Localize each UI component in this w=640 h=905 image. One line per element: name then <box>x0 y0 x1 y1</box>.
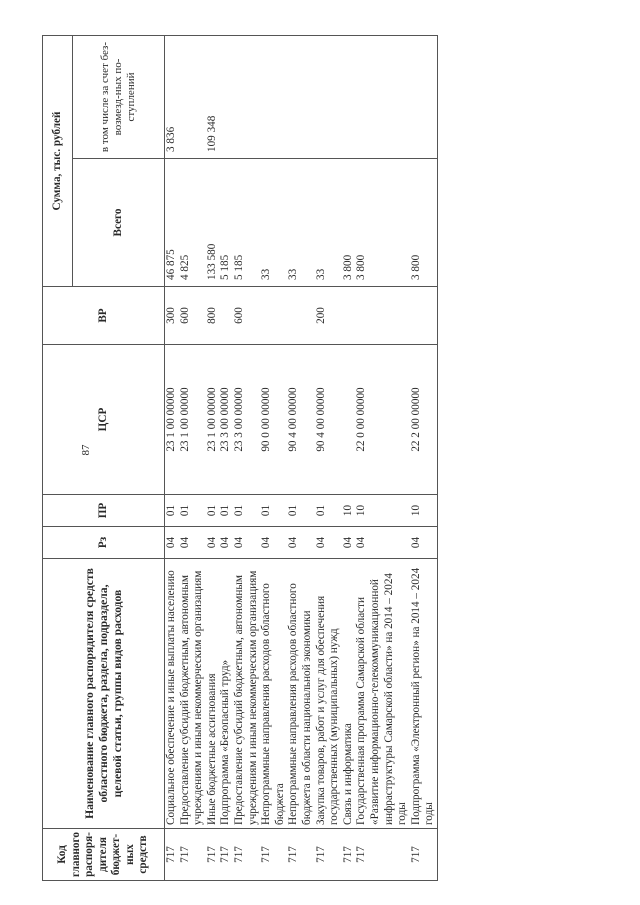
header-rz: Рз <box>43 527 165 559</box>
row-code: 717 <box>206 829 220 881</box>
row-csr: 23 3 00 00000 <box>233 345 260 495</box>
row-vr <box>342 287 356 345</box>
row-csr: 23 1 00 00000 <box>165 345 179 495</box>
row-code: 717 <box>410 829 438 881</box>
row-csr: 23 1 00 00000 <box>206 345 220 495</box>
row-pr: 10 <box>355 495 409 527</box>
row-csr: 23 1 00 00000 <box>179 345 206 495</box>
row-rz: 04 <box>355 527 409 559</box>
row-name: Предоставление субсидий бюджетным, автономным учреждениям и иным некоммерческим организациям <box>233 559 260 829</box>
row-rz: 04 <box>233 527 260 559</box>
header-csr: ЦСР <box>43 345 165 495</box>
table-row <box>260 35 287 880</box>
header-code: Код главного распоря-дителя бюджет-ных средств <box>43 829 165 881</box>
row-vr <box>287 287 314 345</box>
row-total: 33 <box>260 159 287 287</box>
row-free <box>315 35 342 158</box>
row-code: 717 <box>179 829 206 881</box>
row-free <box>287 35 314 158</box>
row-total: 3 800 <box>342 159 356 287</box>
row-total: 4 825 <box>179 159 206 287</box>
row-rz: 04 <box>315 527 342 559</box>
row-vr: 600 <box>179 287 206 345</box>
row-code: 717 <box>315 829 342 881</box>
header-total: Всего <box>73 159 165 287</box>
row-vr <box>410 287 438 345</box>
row-vr: 800 <box>206 287 220 345</box>
row-total: 133 580 <box>206 159 220 287</box>
row-free <box>355 35 409 158</box>
page-number: 87 <box>80 444 92 456</box>
row-name: Подпрограмма «Безопасный труд» <box>219 559 233 829</box>
header-vr: ВР <box>43 287 165 345</box>
row-pr: 10 <box>410 495 438 527</box>
row-rz: 04 <box>179 527 206 559</box>
table-row <box>287 35 314 880</box>
table-row <box>206 35 220 880</box>
row-csr: 90 4 00 00000 <box>287 345 314 495</box>
header-sum: Сумма, тыс. рублей <box>43 35 73 286</box>
row-free <box>342 35 356 158</box>
row-name: Непрограммные направления расходов областного бюджета в области национальной экономики <box>287 559 314 829</box>
budget-table <box>42 35 438 881</box>
table-row <box>165 35 179 880</box>
row-name: Государственная программа Самарской области «Развитие информационно-телекоммуникационной инфраструктуры Самарской области» на 2014 – 2024 годы <box>355 559 409 829</box>
table-row <box>219 35 233 880</box>
row-rz: 04 <box>165 527 179 559</box>
table-row <box>315 35 342 880</box>
row-csr: 90 4 00 00000 <box>315 345 342 495</box>
row-total: 33 <box>315 159 342 287</box>
row-pr: 01 <box>219 495 233 527</box>
row-vr <box>260 287 287 345</box>
row-total: 5 185 <box>233 159 260 287</box>
row-pr: 01 <box>315 495 342 527</box>
row-pr: 01 <box>233 495 260 527</box>
row-csr: 90 0 00 00000 <box>260 345 287 495</box>
table-row <box>233 35 260 880</box>
row-vr <box>219 287 233 345</box>
table-row <box>179 35 206 880</box>
row-name: Подпрограмма «Электронный регион» на 2014 – 2024 годы <box>410 559 438 829</box>
table-row <box>342 35 356 880</box>
row-total: 33 <box>287 159 314 287</box>
row-csr <box>342 345 356 495</box>
row-pr: 01 <box>179 495 206 527</box>
table-row <box>410 35 438 880</box>
row-code: 717 <box>165 829 179 881</box>
row-free: 109 348 <box>206 35 220 158</box>
row-name: Непрограммные направления расходов областного бюджета <box>260 559 287 829</box>
header-free: в том числе за счет без-возмезд-ных по-ступлений <box>73 35 165 158</box>
row-code: 717 <box>287 829 314 881</box>
row-vr: 600 <box>233 287 260 345</box>
row-name: Предоставление субсидий бюджетным, автономным учреждениям и иным некоммерческим организациям <box>179 559 206 829</box>
row-rz: 04 <box>206 527 220 559</box>
row-total: 3 800 <box>355 159 409 287</box>
row-pr: 01 <box>206 495 220 527</box>
row-pr: 01 <box>165 495 179 527</box>
row-pr: 01 <box>260 495 287 527</box>
row-csr: 22 0 00 00000 <box>355 345 409 495</box>
row-name: Социальное обеспечение и иные выплаты населению <box>165 559 179 829</box>
row-total: 3 800 <box>410 159 438 287</box>
header-name: Наименование главного распорядителя средств областного бюджета, раздела, подраздела, целевой статьи, группы видов расходов <box>43 559 165 829</box>
row-code: 717 <box>233 829 260 881</box>
row-code: 717 <box>219 829 233 881</box>
row-free <box>179 35 206 158</box>
row-pr: 10 <box>342 495 356 527</box>
row-vr: 200 <box>315 287 342 345</box>
row-total: 46 875 <box>165 159 179 287</box>
table-body <box>165 35 438 880</box>
header-pr: ПР <box>43 495 165 527</box>
row-code: 717 <box>355 829 409 881</box>
row-csr: 23 3 00 00000 <box>219 345 233 495</box>
row-code: 717 <box>260 829 287 881</box>
row-pr: 01 <box>287 495 314 527</box>
row-rz: 04 <box>287 527 314 559</box>
row-free <box>233 35 260 158</box>
row-free <box>410 35 438 158</box>
row-vr <box>355 287 409 345</box>
row-name: Закупка товаров, работ и услуг для обеспечения государственных (муниципальных) нужд <box>315 559 342 829</box>
row-free: 3 836 <box>165 35 179 158</box>
row-rz: 04 <box>410 527 438 559</box>
row-rz: 04 <box>219 527 233 559</box>
row-csr: 22 2 00 00000 <box>410 345 438 495</box>
row-vr: 300 <box>165 287 179 345</box>
row-code: 717 <box>342 829 356 881</box>
table-row <box>355 35 409 880</box>
row-rz: 04 <box>342 527 356 559</box>
row-total: 5 185 <box>219 159 233 287</box>
row-free <box>219 35 233 158</box>
row-name: Иные бюджетные ассигнования <box>206 559 220 829</box>
row-name: Связь и информатика <box>342 559 356 829</box>
row-free <box>260 35 287 158</box>
row-rz: 04 <box>260 527 287 559</box>
